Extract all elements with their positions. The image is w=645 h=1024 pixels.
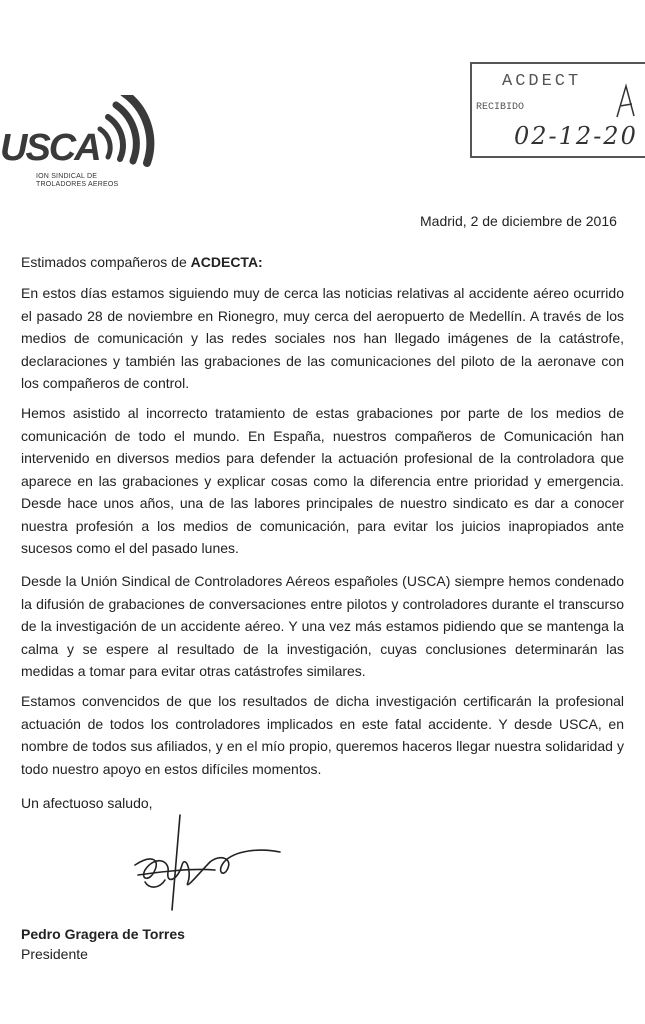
body-paragraph-2: Hemos asistido al incorrecto tratamiento de estas grabaciones por parte de los medios de comunicación de todo el mundo. En España, nuestros compañeros de Comunicación han intervenido en diversos medios para defender la actuación profesional de la controladora que aparece en las grabaciones y explicar cosas como la diferencia entre prioridad y emergencia. Desde hace unos años, una de las labores principales de nuestro sindicato es dar a conocer nuestra profesión a los medios de comunicación, para evitar los juicios inapropiados ante sucesos como el del pasado lunes. xyxy=(21,405,624,556)
stamp-date: 02-12-20 xyxy=(514,122,638,150)
body-paragraph-1: En estos días estamos siguiendo muy de cerca las noticias relativas al accidente aéreo ocurrido el pasado 28 de noviembre en Rionegro, muy cerca del aeropuerto de Medellín. A través de los medios de comunicación y las redes sociales nos han llegado imágenes de la catástrofe, declaraciones y también las grabaciones de las comunicaciones del piloto de la aeronave con los compañeros de control. xyxy=(21,285,624,391)
letter-date: Madrid, 2 de diciembre de 2016 xyxy=(420,213,617,229)
closing-line: Un afectuoso saludo, xyxy=(21,795,153,811)
signer-name: Pedro Gragera de Torres xyxy=(21,926,185,942)
logo-subtitle-line1: ION SINDICAL DE xyxy=(36,173,98,180)
stamp-initial-mark xyxy=(612,82,642,122)
stamp-received-label: RECIBIDO xyxy=(476,102,525,113)
greeting-recipient: ACDECTA: xyxy=(190,254,263,270)
body-paragraph-3: Desde la Unión Sindical de Controladores Aéreos españoles (USCA) siempre hemos condenado la difusión de grabaciones de conversaciones entre pilotos y controladores durante el transcurso de la investigación de un accidente aéreo. Y una vez más estamos pidiendo que se mantenga la calma y se espere al resultado de la investigación, cuyas conclusiones determinarán las medidas a tomar para evitar otras catástrofes similares. xyxy=(21,573,624,679)
logo-subtitle-line2: TROLADORES AEREOS xyxy=(36,181,119,188)
signer-role: Presidente xyxy=(21,946,88,962)
stamp-title: ACDECT xyxy=(502,72,582,91)
received-stamp xyxy=(470,62,645,158)
logo-wordmark: USCA xyxy=(0,127,100,169)
logo-subtitle xyxy=(36,173,118,189)
body-paragraph-4: Estamos convencidos de que los resultados de dicha investigación certificarán la profesional actuación de todos los controladores implicados en este fatal accidente. Y desde USCA, en nombre de todos sus afiliados, y en el mío propio, queremos haceros llegar nuestra solidaridad y todo nuestro apoyo en estos difíciles momentos. xyxy=(21,693,624,777)
greeting xyxy=(21,254,263,270)
handwritten-signature xyxy=(120,810,290,920)
greeting-prefix: Estimados compañeros de xyxy=(21,254,187,270)
